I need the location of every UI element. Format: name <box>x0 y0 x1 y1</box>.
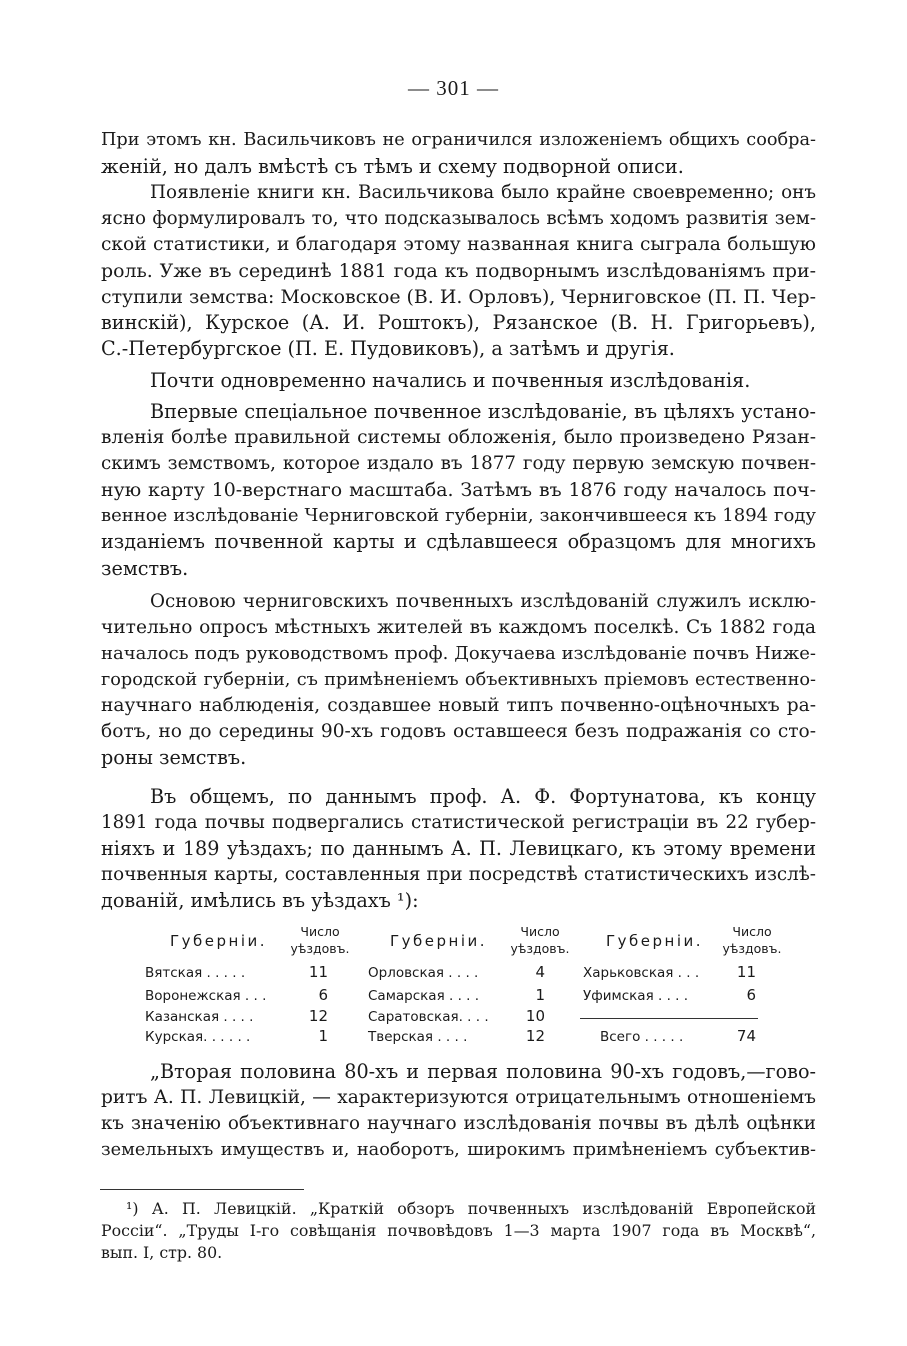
footnote-divider <box>100 1189 304 1190</box>
page-number: — 301 — <box>408 76 499 100</box>
text-line: роны земствъ. <box>101 746 247 769</box>
text-line: С.-Петербургское (П. Е. Пудовиковъ), а затѣмъ и другія. <box>101 337 675 360</box>
text-line: винскій), Курское (А. И. Роштокъ), Рязанское (В. Н. Григорьевъ), <box>101 311 816 334</box>
column-header-count-line: Число <box>520 924 560 939</box>
text-line: городской губерніи, съ примѣненіемъ объективныхъ пріемовъ естественно- <box>101 670 816 690</box>
footnote-line: Россіи“. „Труды І-го совѣщанія почвовѣдовъ 1—3 марта 1907 года въ Москвѣ“, <box>101 1221 816 1240</box>
table-row-value: 74 <box>736 1027 756 1045</box>
table-row-value: 11 <box>736 963 756 981</box>
text-line: Почти одновременно начались и почвенныя изслѣдованія. <box>150 369 751 392</box>
table-row-name: Орловская . . . . <box>368 965 479 981</box>
table-row-name: Самарская . . . . <box>368 988 480 1004</box>
text-line: ступили земства: Московское (В. И. Орловъ), Черниговское (П. П. Чер- <box>101 286 816 308</box>
table-row-value: 10 <box>525 1007 545 1025</box>
total-divider <box>580 1018 758 1019</box>
table-row-name: Казанская . . . . <box>145 1009 254 1025</box>
table-row-name: Всего . . . . . <box>600 1029 684 1045</box>
text-line: скимъ земствомъ, которое издало въ 1877 году первую земскую почвен- <box>101 453 816 474</box>
table-row-value: 1 <box>535 986 545 1004</box>
footnote-line: ¹) А. П. Левицкій. „Краткій обзоръ почвенныхъ изслѣдованій Европейской <box>126 1199 816 1218</box>
text-line: Въ общемъ, по даннымъ проф. А. Ф. Фортунатова, къ концу <box>150 785 816 808</box>
text-line: дованій, имѣлись въ уѣздахъ ¹): <box>101 889 419 912</box>
text-line: чительно опросъ мѣстныхъ жителей въ каждомъ поселкѣ. Съ 1882 года <box>101 617 816 638</box>
text-line: Появленіе книги кн. Васильчикова было крайне своевременно; онъ <box>150 182 816 203</box>
text-line: земствъ. <box>101 557 189 580</box>
table-row-name: Вятская . . . . . <box>145 965 246 981</box>
text-line: научнаго наблюденія, создавшее новый типъ почвенно-оцѣночныхъ ра- <box>101 695 816 716</box>
text-line: ской статистики, и благодаря этому названная книга сыграла большую <box>101 234 816 255</box>
text-line: Впервые спеціальное почвенное изслѣдованіе, въ цѣляхъ устано- <box>150 400 816 423</box>
text-line: венное изслѣдованіе Черниговской губерніи, закончившееся къ 1894 году <box>101 505 816 526</box>
column-header-count <box>712 923 792 957</box>
text-line: „Вторая половина 80-хъ и первая половина 90-хъ годовъ,—гово- <box>150 1060 816 1083</box>
table-row-name: Саратовская. . . . <box>368 1009 489 1025</box>
text-line: ную карту 10-верстнаго масштаба. Затѣмъ въ 1876 году началось поч- <box>101 479 816 501</box>
text-line: вленія болѣе правильной системы обложенія, было произведено Рязан- <box>101 427 816 448</box>
text-line: земельныхъ имуществъ и, наоборотъ, широкимъ примѣненіемъ субъектив- <box>101 1140 816 1160</box>
column-header-count-line: Число <box>732 924 772 939</box>
text-line: Основою черниговскихъ почвенныхъ изслѣдованій служилъ исклю- <box>150 591 816 612</box>
table-row-value: 1 <box>318 1027 328 1045</box>
column-header-gubernii: Губерніи. <box>390 932 488 950</box>
column-header-gubernii: Губерніи. <box>170 932 268 950</box>
table-row-value: 12 <box>308 1007 328 1025</box>
text-line: При этомъ кн. Васильчиковъ не ограничился изложеніемъ общихъ сообра- <box>101 130 816 150</box>
text-line: ясно формулировалъ то, что подсказывалось всѣмъ ходомъ развитія зем- <box>101 208 816 229</box>
column-header-count <box>500 923 580 957</box>
table-row-name: Курская. . . . . . <box>145 1029 251 1045</box>
table-row-value: 4 <box>535 963 545 981</box>
table-row-value: 6 <box>318 986 328 1004</box>
column-header-count-line: Число <box>300 924 340 939</box>
text-line: къ значенію объективнаго научнаго изслѣдованія почвы въ дѣлѣ оцѣнки <box>101 1113 816 1134</box>
column-header-count <box>280 923 360 957</box>
table-row-name: Воронежская . . . <box>145 988 267 1004</box>
text-line: ритъ А. П. Левицкій, — характеризуются отрицательнымъ отношеніемъ <box>101 1087 816 1108</box>
table-row-value: 6 <box>746 986 756 1004</box>
column-header-count-line: уѣздовъ. <box>510 941 570 956</box>
text-line: ботъ, но до середины 90-хъ годовъ оставшееся безъ подражанія со сто- <box>101 721 816 742</box>
column-header-count-line: уѣздовъ. <box>722 941 782 956</box>
footnote-line: вып. I, стр. 80. <box>101 1243 223 1262</box>
text-line: 1891 года почвы подвергались статистической регистраціи въ 22 губер- <box>101 812 816 833</box>
table-row-name: Тверская . . . . <box>368 1029 468 1045</box>
text-line: началось подъ руководствомъ проф. Докучаева изслѣдованіе почвъ Ниже- <box>101 643 816 664</box>
text-line: женій, но далъ вмѣстѣ съ тѣмъ и схему подворной описи. <box>101 155 684 178</box>
table-row-name: Харьковская . . . <box>583 965 700 981</box>
text-line: ніяхъ и 189 уѣздахъ; по даннымъ А. П. Левицкаго, къ этому времени <box>101 837 816 860</box>
table-row-value: 12 <box>525 1027 545 1045</box>
table-row-name: Уфимская . . . . <box>583 988 689 1004</box>
text-line: почвенныя карты, составленныя при посредствѣ статистическихъ изслѣ- <box>101 864 816 885</box>
table-row-value: 11 <box>308 963 328 981</box>
text-line: изданіемъ почвенной карты и сдѣлавшееся образцомъ для многихъ <box>101 530 816 553</box>
text-line: роль. Уже въ серединѣ 1881 года къ подворнымъ изслѣдованіямъ при- <box>101 260 816 282</box>
column-header-count-line: уѣздовъ. <box>290 941 350 956</box>
column-header-gubernii: Губерніи. <box>606 932 704 950</box>
